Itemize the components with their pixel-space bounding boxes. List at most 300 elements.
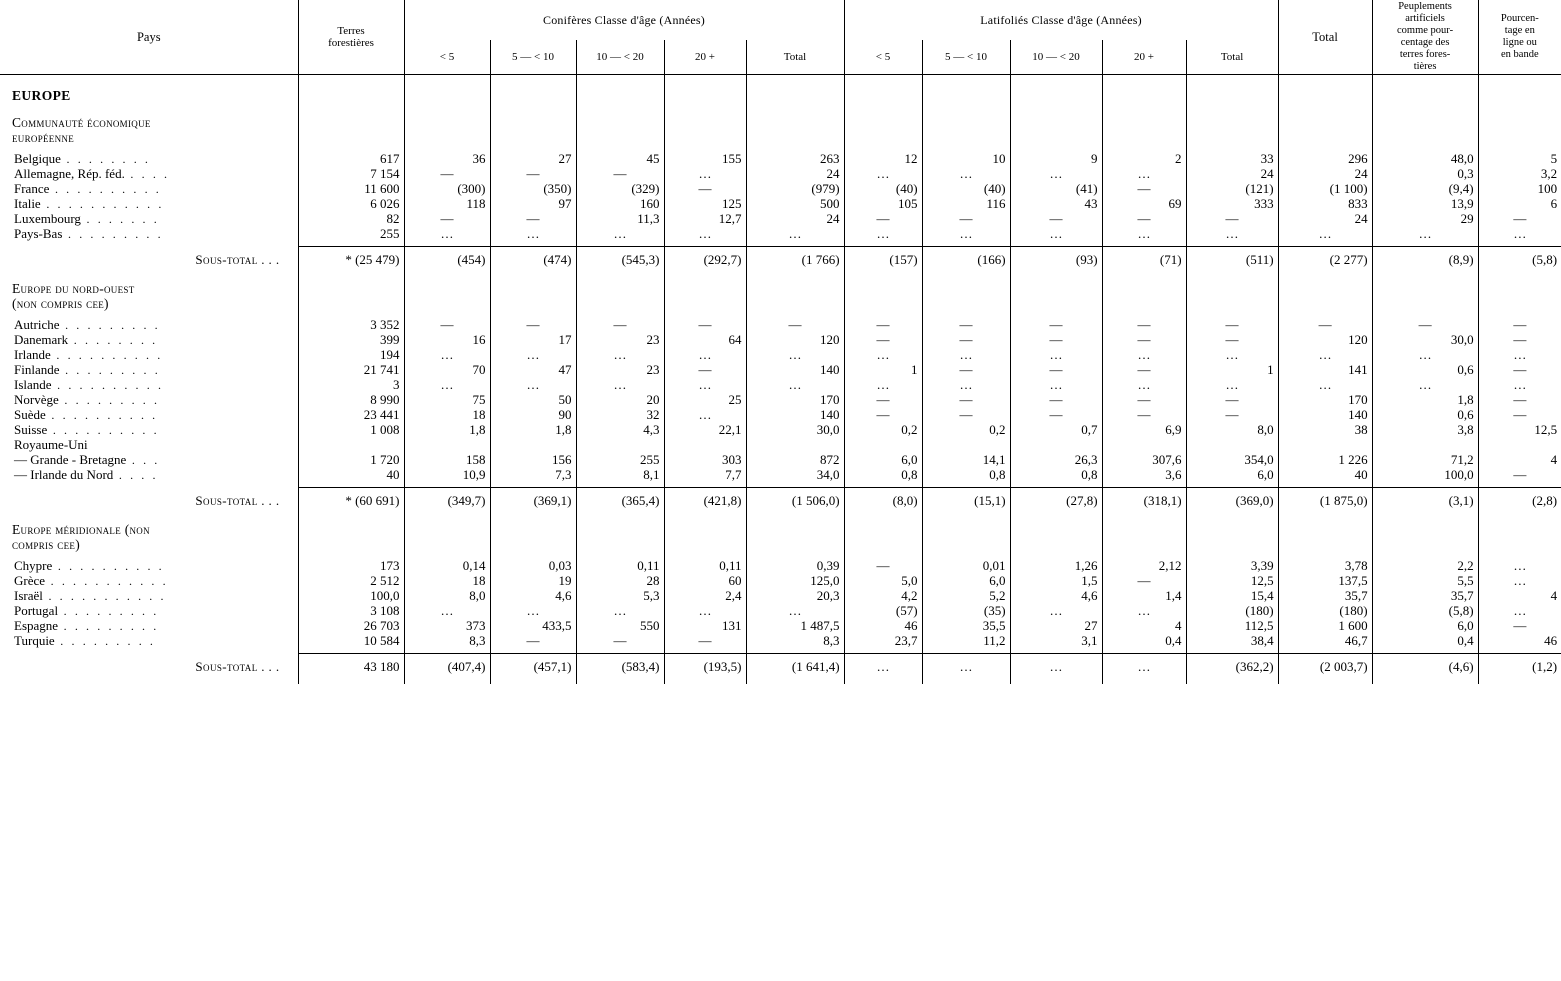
data-cell: …: [922, 225, 1010, 240]
table-row: [0, 346, 1561, 361]
table-row: [0, 436, 1561, 451]
data-cell: …: [1513, 377, 1527, 393]
table-row: [0, 150, 1561, 165]
subtotal-cell: * (60 691): [298, 488, 404, 509]
data-cell: 1,26: [1010, 557, 1102, 572]
data-cell: 46: [1544, 633, 1558, 649]
data-cell: —: [1186, 331, 1278, 346]
subtotal-cell: (545,3): [576, 247, 664, 268]
data-cell: 1,4: [1102, 587, 1186, 602]
data-cell: —: [576, 316, 664, 331]
subtotal-cell: …: [922, 654, 1010, 675]
data-cell: 0,01: [922, 557, 1010, 572]
data-cell: 35,5: [922, 617, 1010, 632]
data-cell: 24: [746, 165, 844, 180]
table-row: [0, 587, 1561, 602]
data-cell: —: [844, 406, 922, 421]
data-cell: 120: [746, 331, 844, 346]
table-row: [0, 632, 1561, 647]
data-cell: —: [1010, 361, 1102, 376]
table-row: [0, 361, 1561, 376]
subtotal-label: Sous-total . . .: [0, 247, 298, 268]
data-cell: …: [404, 376, 490, 391]
data-cell: 4,6: [490, 587, 576, 602]
data-cell: 36: [404, 150, 490, 165]
data-cell: 354,0: [1186, 451, 1278, 466]
data-cell: …: [1513, 573, 1527, 589]
subtotal-cell: (71): [1102, 247, 1186, 268]
data-cell: 32: [576, 406, 664, 421]
data-cell: 6,0: [844, 451, 922, 466]
subtotal-cell: …: [1010, 654, 1102, 675]
data-cell: 125: [664, 195, 746, 210]
header-conifers-20plus: 20 +: [664, 40, 746, 74]
data-cell: 433,5: [490, 617, 576, 632]
data-cell: …: [1102, 225, 1186, 240]
subtotal-cell: (583,4): [576, 654, 664, 675]
leader-dots: . . . . . . . . . .: [50, 348, 163, 363]
data-cell: 21 741: [298, 361, 404, 376]
data-cell: 399: [298, 331, 404, 346]
data-cell: …: [576, 602, 664, 617]
data-cell: …: [1513, 347, 1527, 363]
data-cell: —: [1102, 361, 1186, 376]
subtotal-row: [0, 247, 1561, 268]
data-cell: 4: [1550, 452, 1558, 468]
section-subtitle: compris cee): [0, 536, 298, 551]
data-cell: 0,11: [664, 557, 746, 572]
header-conifers-total: Total: [746, 40, 844, 74]
data-cell: 2,2: [1372, 557, 1478, 572]
subtotal-cell: (474): [490, 247, 576, 268]
country-name: Belgique: [14, 151, 61, 167]
data-cell: —: [664, 316, 746, 331]
data-cell: 5,2: [922, 587, 1010, 602]
country-name: Allemagne, Rép. féd.: [14, 166, 125, 182]
country-name-cell: [0, 406, 298, 421]
data-cell: 2: [1102, 150, 1186, 165]
data-cell: 131: [664, 617, 746, 632]
section-title: Europe méridionale (non: [0, 518, 298, 536]
header-total: Total: [1278, 0, 1372, 74]
subtotal-cell: (157): [844, 247, 922, 268]
data-cell: —: [490, 632, 576, 647]
data-cell: 3: [298, 376, 404, 391]
data-cell: …: [1010, 346, 1102, 361]
data-cell: 70: [404, 361, 490, 376]
data-cell: 6,9: [1102, 421, 1186, 436]
data-cell: 18: [404, 572, 490, 587]
country-name: Norvège: [14, 392, 59, 408]
data-cell: —: [1372, 316, 1478, 331]
data-cell: …: [1278, 346, 1372, 361]
header-conifers-10-20: 10 — < 20: [576, 40, 664, 74]
data-cell: 2,12: [1102, 557, 1186, 572]
data-cell: —: [1010, 210, 1102, 225]
data-cell: —: [1102, 406, 1186, 421]
data-cell: 0,14: [404, 557, 490, 572]
country-name: Suisse: [14, 422, 48, 438]
data-cell: (180): [1186, 602, 1278, 617]
data-cell: —: [922, 210, 1010, 225]
data-cell: 6 026: [298, 195, 404, 210]
data-cell: 22,1: [664, 421, 746, 436]
data-cell: (57): [844, 602, 922, 617]
leader-dots: . . . . . . . . .: [62, 227, 164, 242]
data-cell: …: [746, 225, 844, 240]
data-cell: 140: [746, 361, 844, 376]
data-cell: …: [664, 346, 746, 361]
country-name: Finlande: [14, 362, 60, 378]
section-heading-row: [0, 84, 1561, 102]
section-subheading-row: [0, 129, 1561, 144]
data-cell: 137,5: [1278, 572, 1372, 587]
leader-dots: . . . . . . . . . . .: [45, 574, 169, 589]
data-cell: 1,8: [490, 421, 576, 436]
leader-dots: . . . . . . . . . .: [49, 182, 162, 197]
data-cell: [1372, 436, 1478, 451]
data-cell: 47: [490, 361, 576, 376]
data-cell: 97: [490, 195, 576, 210]
data-cell: …: [844, 165, 922, 180]
header-broadleaf-total: Total: [1186, 40, 1278, 74]
data-cell: 30,0: [746, 421, 844, 436]
data-cell: 170: [746, 391, 844, 406]
subtotal-cell: (407,4): [404, 654, 490, 675]
header-broadleaf-10-20: 10 — < 20: [1010, 40, 1102, 74]
data-cell: 7 154: [298, 165, 404, 180]
leader-dots: . . . . . . . . . . .: [42, 589, 167, 604]
top-spacer-row: [0, 75, 1561, 85]
data-cell: 35,7: [1278, 587, 1372, 602]
data-cell: [298, 436, 404, 451]
data-cell: [490, 436, 576, 451]
data-cell: 3,8: [1372, 421, 1478, 436]
data-cell: 194: [298, 346, 404, 361]
data-cell: (1 100): [1278, 180, 1372, 195]
data-cell: —: [844, 210, 922, 225]
data-cell: —: [746, 316, 844, 331]
data-cell: 23: [576, 331, 664, 346]
leader-dots: . . . .: [113, 468, 159, 483]
data-cell: …: [746, 602, 844, 617]
country-name-cell: [0, 466, 298, 481]
data-cell: 1,8: [1372, 391, 1478, 406]
data-cell: —: [1278, 316, 1372, 331]
leader-dots: . . . . . . . .: [60, 152, 151, 167]
data-cell: —: [490, 165, 576, 180]
subtotal-cell: (349,7): [404, 488, 490, 509]
data-cell: 24: [1278, 165, 1372, 180]
data-cell: (300): [404, 180, 490, 195]
data-cell: 18: [404, 406, 490, 421]
data-cell: 23: [576, 361, 664, 376]
data-cell: …: [576, 346, 664, 361]
data-cell: …: [746, 376, 844, 391]
data-cell: 0,6: [1372, 406, 1478, 421]
data-cell: —: [1513, 618, 1527, 634]
country-name-cell: [0, 391, 298, 406]
data-cell: 170: [1278, 391, 1372, 406]
data-cell: 1: [844, 361, 922, 376]
data-cell: (35): [922, 602, 1010, 617]
data-cell: 27: [490, 150, 576, 165]
subtotal-cell: (369,0): [1186, 488, 1278, 509]
data-cell: 12: [844, 150, 922, 165]
data-cell: 60: [664, 572, 746, 587]
header-broadleaf-lt5: < 5: [844, 40, 922, 74]
data-cell: …: [490, 602, 576, 617]
data-cell: …: [1372, 346, 1478, 361]
data-cell: 3,2: [1540, 166, 1558, 182]
data-cell: 15,4: [1186, 587, 1278, 602]
header-broadleaf-group: Latifoliés Classe d'âge (Années): [844, 0, 1278, 40]
subtotal-cell: (1 875,0): [1278, 488, 1372, 509]
data-cell: 8 990: [298, 391, 404, 406]
data-cell: 75: [404, 391, 490, 406]
data-cell: —: [922, 391, 1010, 406]
data-cell: 0,8: [1010, 466, 1102, 481]
data-cell: 11 600: [298, 180, 404, 195]
leader-dots: . . . . . . . . .: [59, 318, 161, 333]
data-cell: …: [922, 376, 1010, 391]
data-cell: 17: [490, 331, 576, 346]
country-name-cell: [0, 316, 298, 331]
data-cell: …: [1186, 346, 1278, 361]
spacer-row: [0, 102, 1561, 111]
subtotal-cell: (1 766): [746, 247, 844, 268]
data-cell: —: [1186, 316, 1278, 331]
data-cell: …: [490, 376, 576, 391]
data-cell: [1478, 436, 1561, 451]
subtotal-row: [0, 654, 1561, 675]
data-cell: (40): [844, 180, 922, 195]
data-cell: 0,4: [1372, 632, 1478, 647]
leader-dots: . . . . . . . . .: [59, 363, 161, 378]
data-cell: —: [490, 316, 576, 331]
data-cell: …: [844, 225, 922, 240]
country-name: — Irlande du Nord: [14, 467, 114, 483]
data-cell: 3,39: [1186, 557, 1278, 572]
data-cell: 156: [490, 451, 576, 466]
data-cell: 11,3: [576, 210, 664, 225]
data-cell: 160: [576, 195, 664, 210]
subtotal-cell: (292,7): [664, 247, 746, 268]
data-cell: —: [922, 331, 1010, 346]
data-cell: [1186, 436, 1278, 451]
data-cell: —: [1010, 316, 1102, 331]
data-cell: …: [576, 225, 664, 240]
subtotal-cell: (3,1): [1372, 488, 1478, 509]
data-cell: …: [844, 376, 922, 391]
data-cell: 38: [1278, 421, 1372, 436]
data-cell: 307,6: [1102, 451, 1186, 466]
data-cell: 24: [746, 210, 844, 225]
data-cell: 373: [404, 617, 490, 632]
data-cell: 255: [298, 225, 404, 240]
data-cell: 71,2: [1372, 451, 1478, 466]
header-conifers-lt5: < 5: [404, 40, 490, 74]
subtotal-cell: (365,4): [576, 488, 664, 509]
data-cell: 4,2: [844, 587, 922, 602]
data-cell: 19: [490, 572, 576, 587]
table-row: [0, 210, 1561, 225]
table-row: [0, 421, 1561, 436]
data-cell: 100,0: [1372, 466, 1478, 481]
table-row: [0, 466, 1561, 481]
data-cell: 0,7: [1010, 421, 1102, 436]
data-cell: 872: [746, 451, 844, 466]
data-cell: 0,4: [1102, 632, 1186, 647]
spacer-row: [0, 509, 1561, 518]
leader-dots: . . . . . . . . .: [58, 393, 160, 408]
data-cell: …: [1513, 558, 1527, 574]
country-name-cell: [0, 346, 298, 361]
country-name: Luxembourg: [14, 211, 81, 227]
data-cell: 23 441: [298, 406, 404, 421]
country-name: Irlande: [14, 347, 51, 363]
data-cell: 0,39: [746, 557, 844, 572]
country-name: — Grande - Bretagne: [14, 452, 127, 468]
subtotal-cell: (1 641,4): [746, 654, 844, 675]
data-cell: —: [1186, 210, 1278, 225]
subtotal-cell: 43 180: [298, 654, 404, 675]
data-cell: —: [1513, 211, 1527, 227]
data-cell: (121): [1186, 180, 1278, 195]
data-cell: —: [664, 361, 746, 376]
data-cell: 3,78: [1278, 557, 1372, 572]
table-header: [0, 0, 1561, 75]
data-cell: 112,5: [1186, 617, 1278, 632]
leader-dots: . . . . . . . . . .: [47, 423, 160, 438]
data-cell: 2,4: [664, 587, 746, 602]
data-cell: …: [922, 165, 1010, 180]
data-cell: 303: [664, 451, 746, 466]
leader-dots: . . . . . . . . . . .: [40, 197, 164, 212]
data-cell: 296: [1278, 150, 1372, 165]
subtotal-cell: (193,5): [664, 654, 746, 675]
country-name: Espagne: [14, 618, 59, 634]
header-line-band-percent: Pourcen- tage en ligne ou en bande: [1500, 13, 1539, 61]
data-cell: 6,0: [922, 572, 1010, 587]
section-title: Communauté économique: [0, 111, 298, 129]
data-cell: 20: [576, 391, 664, 406]
data-cell: 141: [1278, 361, 1372, 376]
subtotal-cell: (1 506,0): [746, 488, 844, 509]
table-row: [0, 451, 1561, 466]
leader-dots: . . . . . . . . . .: [52, 559, 165, 574]
spacer-row: [0, 268, 1561, 277]
data-cell: 34,0: [746, 466, 844, 481]
data-cell: 82: [298, 210, 404, 225]
data-cell: 43: [1010, 195, 1102, 210]
data-cell: —: [844, 557, 922, 572]
data-cell: 263: [746, 150, 844, 165]
data-cell: 50: [490, 391, 576, 406]
data-cell: —: [1102, 331, 1186, 346]
data-cell: —: [1513, 392, 1527, 408]
data-cell: 125,0: [746, 572, 844, 587]
country-name-cell: [0, 376, 298, 391]
data-cell: (5,8): [1372, 602, 1478, 617]
data-cell: 0,11: [576, 557, 664, 572]
subtotal-cell: (369,1): [490, 488, 576, 509]
data-cell: —: [1513, 332, 1527, 348]
data-cell: 11,2: [922, 632, 1010, 647]
data-cell: 16: [404, 331, 490, 346]
data-cell: 1 008: [298, 421, 404, 436]
subtotal-cell: (362,2): [1186, 654, 1278, 675]
data-cell: 69: [1102, 195, 1186, 210]
data-cell: —: [922, 406, 1010, 421]
data-cell: 12,7: [664, 210, 746, 225]
subtotal-cell: (8,9): [1372, 247, 1478, 268]
data-cell: [664, 436, 746, 451]
data-cell: 33: [1186, 150, 1278, 165]
data-cell: 140: [1278, 406, 1372, 421]
data-cell: …: [576, 376, 664, 391]
data-cell: …: [664, 602, 746, 617]
country-name-cell: [0, 632, 298, 647]
leader-dots: . . .: [126, 453, 160, 468]
country-name-cell: [0, 361, 298, 376]
data-cell: 8,0: [1186, 421, 1278, 436]
data-cell: 100,0: [298, 587, 404, 602]
data-cell: —: [844, 316, 922, 331]
country-name-cell: [0, 602, 298, 617]
leader-dots: . . . . . . . . . .: [51, 378, 164, 393]
data-cell: [922, 436, 1010, 451]
data-cell: 30,0: [1372, 331, 1478, 346]
country-name: Pays-Bas: [14, 226, 63, 242]
data-cell: 38,4: [1186, 632, 1278, 647]
country-name-cell: [0, 225, 298, 240]
subtotal-cell: (1,2): [1532, 659, 1558, 675]
header-broadleaf-20plus: 20 +: [1102, 40, 1186, 74]
data-cell: 23,7: [844, 632, 922, 647]
data-cell: 1,5: [1010, 572, 1102, 587]
data-cell: 12,5: [1534, 422, 1558, 438]
country-name: Danemark: [14, 332, 69, 348]
data-cell: [1102, 436, 1186, 451]
country-name-cell: [0, 421, 298, 436]
data-cell: …: [1102, 602, 1186, 617]
section-heading-row: [0, 111, 1561, 129]
section-subtitle: (non compris cee): [0, 295, 298, 310]
country-name-cell: [0, 331, 298, 346]
country-name: Turquie: [14, 633, 55, 649]
data-cell: 1: [1186, 361, 1278, 376]
country-name: Autriche: [14, 317, 60, 333]
data-cell: 0,3: [1372, 165, 1478, 180]
data-cell: …: [1278, 376, 1372, 391]
data-cell: 0,2: [844, 421, 922, 436]
table-row: [0, 617, 1561, 632]
data-cell: 7,7: [664, 466, 746, 481]
data-cell: …: [664, 165, 746, 180]
data-cell: [746, 436, 844, 451]
country-name-cell: [0, 195, 298, 210]
data-cell: 20,3: [746, 587, 844, 602]
country-name: Israël: [14, 588, 43, 604]
country-name: Portugal: [14, 603, 59, 619]
data-cell: 4: [1102, 617, 1186, 632]
data-cell: —: [1513, 317, 1527, 333]
data-cell: 500: [746, 195, 844, 210]
data-cell: …: [1010, 602, 1102, 617]
data-cell: —: [922, 361, 1010, 376]
country-name-cell: [0, 150, 298, 165]
